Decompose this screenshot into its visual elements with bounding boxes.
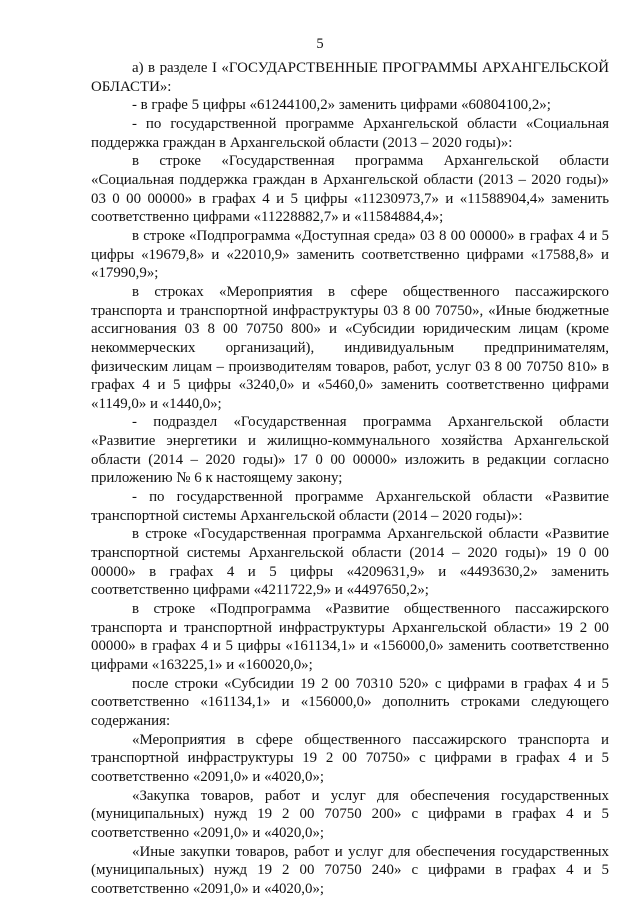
paragraph: «Закупка товаров, работ и услуг для обеспечения государственных (муниципальных) нужд 19 2 00 70750 200» с цифрами в графах 4 и 5 соответственно «2091,0» и «4020,0»; bbox=[91, 787, 609, 841]
paragraph: в строке «Подпрограмма «Развитие общественного пассажирского транспорта и транспортной инфраструктуры Архангельской области» 19 2 00 00000» в графах 4 и 5 цифры «161134,1» и «156000,0» заменить соответственно цифрами «163225,1» и «160020,0»; bbox=[91, 601, 609, 673]
paragraph-section-heading: а) в разделе I «ГОСУДАРСТВЕННЫЕ ПРОГРАММЫ АРХАНГЕЛЬСКОЙ ОБЛАСТИ»: bbox=[91, 60, 609, 95]
paragraph: - по государственной программе Архангельской области «Развитие транспортной системы Архангельской области (2014 – 2020 годы)»: bbox=[91, 489, 609, 524]
paragraph: «Мероприятия в сфере общественного пассажирского транспорта и транспортной инфраструктуры 19 2 00 70750» с цифрами в графах 4 и 5 соответственно «2091,0» и «4020,0»; bbox=[91, 731, 609, 785]
paragraph: - подраздел «Государственная программа Архангельской области «Развитие энергетики и жилищно-коммунального хозяйства Архангельской области (2014 – 2020 годы)» 17 0 00 00000» изложить в редакции согласно приложению № 6 к настоящему закону; bbox=[91, 414, 609, 487]
paragraph: в строке «Государственная программа Архангельской области «Развитие транспортной системы Архангельской области (2014 – 2020 годы)» 19 0 00 00000» в графах 4 и 5 цифры «4209631,9» и «4493630,2» заменить соответственно цифрами «4211722,9» и «4497650,2»; bbox=[91, 526, 609, 599]
document-body bbox=[91, 59, 609, 899]
paragraph: после строки «Субсидии 19 2 00 70310 520» с цифрами в графах 4 и 5 соответственно «161134,1» и «156000,0» дополнить строками следующего содержания: bbox=[91, 675, 609, 729]
paragraph: - по государственной программе Архангельской области «Социальная поддержка граждан в Архангельской области (2013 – 2020 годы)»: bbox=[91, 115, 609, 151]
page-number: 5 bbox=[316, 36, 324, 52]
paragraph: в строке «Подпрограмма «Доступная среда» 03 8 00 00000» в графах 4 и 5 цифры «19679,8» и «22010,9» заменить соответственно цифрами «17588,8» и «17990,9»; bbox=[91, 227, 609, 282]
paragraph: в строке «Государственная программа Архангельской области «Социальная поддержка граждан в Архангельской области (2013 – 2020 годы)» 03 0 00 00000» в графах 4 и 5 цифры «11230973,7» и «11588904,4» заменить соответственно цифрами «11228882,7» и «11584884,4»; bbox=[91, 153, 609, 226]
paragraph: «Иные закупки товаров, работ и услуг для обеспечения государственных (муниципальных) нужд 19 2 00 70750 240» с цифрами в графах 4 и 5 соответственно «2091,0» и «4020,0»; bbox=[91, 843, 609, 897]
paragraph: - в графе 5 цифры «61244100,2» заменить цифрами «60804100,2»; bbox=[132, 97, 551, 114]
paragraph: в строках «Мероприятия в сфере общественного пассажирского транспорта и транспортной инфраструктуры 03 8 00 70750», «Иные бюджетные ассигнования 03 8 00 70750 800» и «Субсидии юридическим лицам (кроме некоммерческих организаций), индивидуальным предпринимателям, физическим лицам – производителям товаров, работ, услуг 03 8 00 70750 810» в графах 4 и 5 цифры «3240,0» и «5460,0» заменить соответственно цифрами «1149,0» и «1440,0»; bbox=[91, 283, 609, 412]
